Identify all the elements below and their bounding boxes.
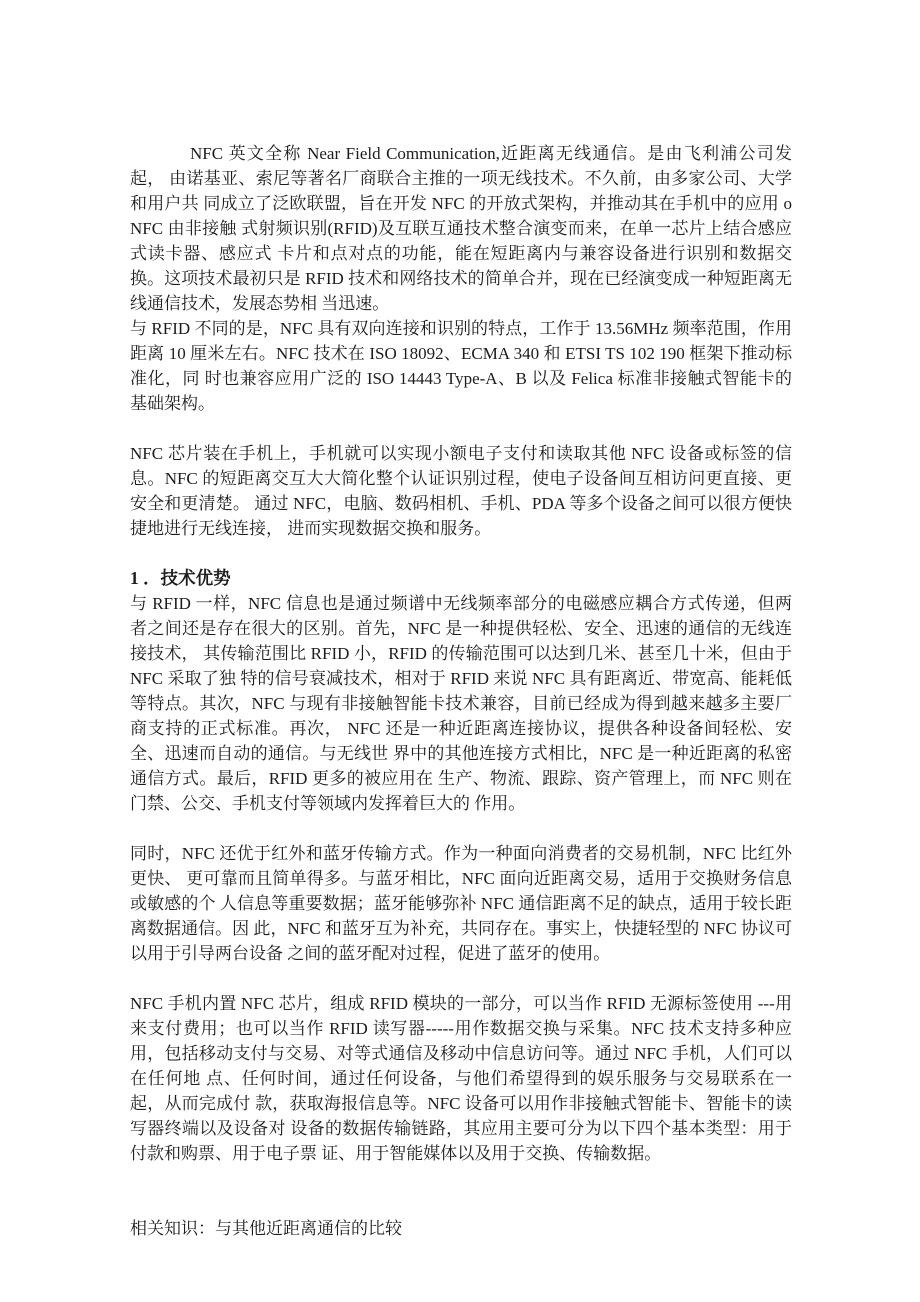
blank-line (130, 816, 792, 841)
paragraph-tech-advantages: 与 RFID 一样，NFC 信息也是通过频谱中无线频率部分的电磁感应耦合方式传递，但两者之间还是存在很大的区别。首先，NFC 是一种提供轻松、安全、迅速的通信的无线连接技术， 其传输范围比 RFID 小，RFID 的传输范围可以达到几米、甚至几十米，但由于 NFC 采取了独 特的信号衰减技术，相对于 RFID 来说 NFC 具有距离近、带宽高、能耗低等特点。其次，NFC 与现有非接触智能卡技术兼容，目前已经成为得到越来越多主要厂商支持的正式标准。再次， NFC 还是一种近距离连接协议，提供各种设备间轻松、安全、迅速而自动的通信。与无线世 界中的其他连接方式相比，NFC 是一种近距离的私密通信方式。最后，RFID 更多的被应用在 生产、物流、跟踪、资产管理上，而 NFC 则在门禁、公交、手机支付等领域内发挥着巨大的 作用。 (130, 594, 792, 813)
blank-line (130, 1191, 792, 1216)
paragraph-infrared-bluetooth: 同时，NFC 还优于红外和蓝牙传输方式。作为一种面向消费者的交易机制，NFC 比红外更快、 更可靠而且简单得多。与蓝牙相比，NFC 面向近距离交易，适用于交换财务信息或敏感的个 人信息等重要数据；蓝牙能够弥补 NFC 通信距离不足的缺点，适用于较长距离数据通信。因 此，NFC 和蓝牙互为补充，共同存在。事实上，快捷轻型的 NFC 协议可以用于引导两台设备 之间的蓝牙配对过程，促进了蓝牙的使用。 (130, 844, 792, 963)
blank-line (130, 966, 792, 991)
paragraph-nfc-chip-phone: NFC 芯片装在手机上，手机就可以实现小额电子支付和读取其他 NFC 设备或标签的信息。NFC 的短距离交互大大简化整个认证识别过程，使电子设备间互相访问更直接、更安全和更清楚。 通过 NFC，电脑、数码相机、手机、PDA 等多个设备之间可以很方便快捷地进行无线连接， 进而实现数据交换和服务。 (130, 444, 792, 538)
blank-line (130, 541, 792, 566)
section-heading-tech-advantages: 1 ．技术优势 (130, 568, 231, 588)
paragraph-rfid-difference: 与 RFID 不同的是，NFC 具有双向连接和识别的特点，工作于 13.56MHz 频率范围，作用距离 10 厘米左右。NFC 技术在 ISO 18092、ECMA 340 和 ETSI TS 102 190 框架下推动标准化，同 时也兼容应用广泛的 ISO 14443 Type-A、B 以及 Felica 标准非接触式智能卡的基础架构。 (130, 319, 792, 413)
blank-line (130, 416, 792, 441)
paragraph-nfc-phone-applications: NFC 手机内置 NFC 芯片，组成 RFID 模块的一部分，可以当作 RFID 无源标签使用 ---用来支付费用；也可以当作 RFID 读写器-----用作数据交换与采集。NFC 技术支持多种应用，包括移动支付与交易、对等式通信及移动中信息访问等。通过 NFC 手机，人们可以在任何地 点、任何时间，通过任何设备，与他们希望得到的娱乐服务与交易联系在一起，从而完成付 款，获取海报信息等。NFC 设备可以用作非接触式智能卡、智能卡的读写器终端以及设备对 设备的数据传输链路，其应用主要可分为以下四个基本类型：用于付款和购票、用于电子票 证、用于智能媒体以及用于交换、传输数据。 (130, 994, 792, 1163)
blank-line (130, 1166, 792, 1191)
paragraph-intro: NFC 英文全称 Near Field Communication,近距离无线通信。是由飞利浦公司发起， 由诺基亚、索尼等著名厂商联合主推的一项无线技术。不久前，由多家公司、大学和用户共 同成立了泛欧联盟，旨在开发 NFC 的开放式架构，并推动其在手机中的应用 o NFC 由非接触 式射频识别(RFID)及互联互通技术整合演变而来，在单一芯片上结合感应式读卡器、感应式 卡片和点对点的功能，能在短距离内与兼容设备进行识别和数据交换。这项技术最初只是 RFID 技术和网络技术的简单合并，现在已经演变成一种短距离无线通信技术，发展态势相 当迅速。 (130, 144, 792, 313)
related-knowledge-line: 相关知识：与其他近距离通信的比较 (130, 1219, 402, 1238)
